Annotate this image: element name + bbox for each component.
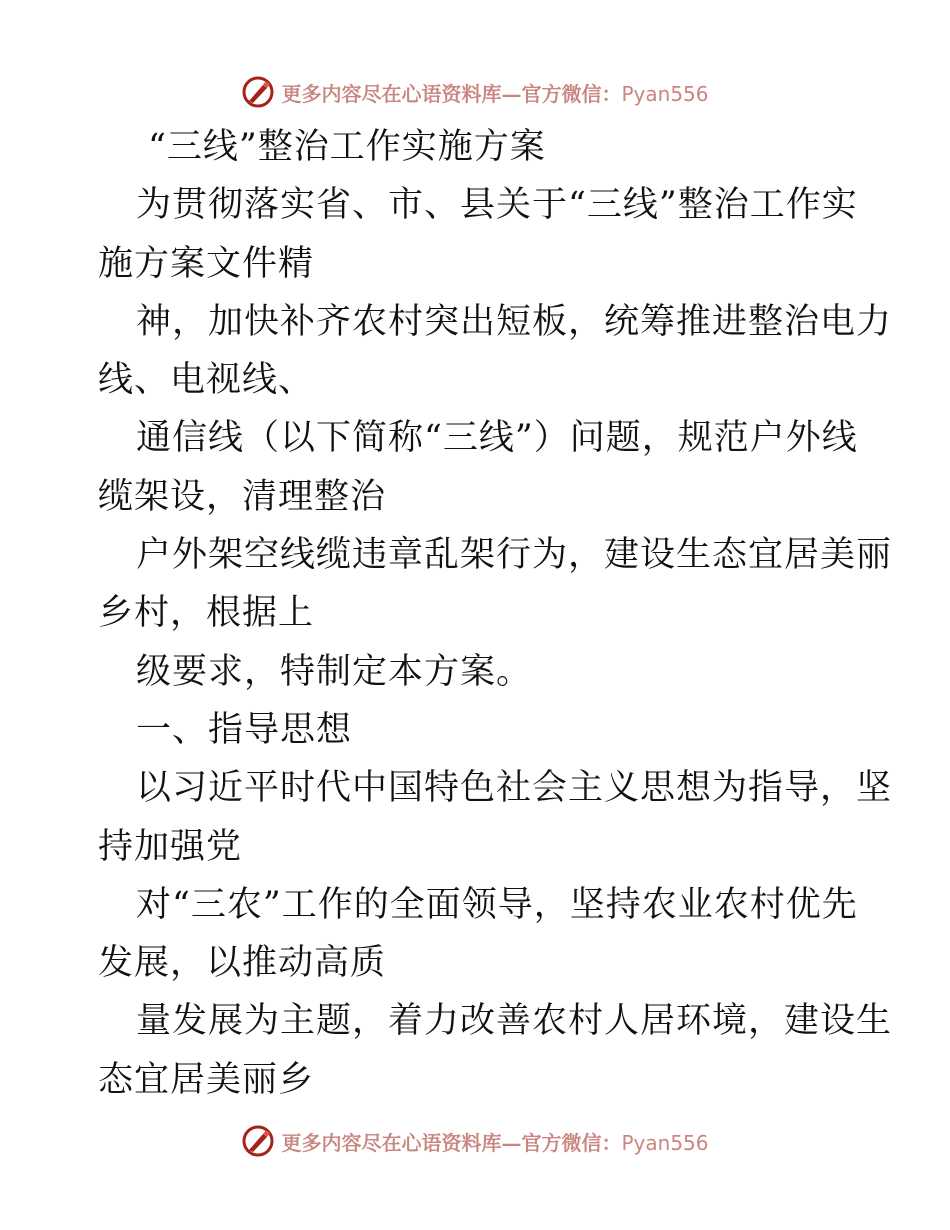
watermark-text: 更多内容尽在心语资料库—官方微信：Pyan556 xyxy=(281,81,709,106)
paragraph-line: 通信线（以下简称“三线”）问题，规范户外线 xyxy=(136,418,858,459)
paragraph-line: 施方案文件精 xyxy=(98,243,315,284)
header-watermark xyxy=(0,72,950,112)
document-title: “三线”整治工作实施方案 xyxy=(148,127,546,167)
paragraph-line: 线、电视线、 xyxy=(98,360,315,401)
pen-logo-icon xyxy=(241,75,275,109)
paragraph-line: 发展，以推动高质 xyxy=(98,943,387,984)
paragraph-line: 态宜居美丽乡 xyxy=(98,1059,315,1100)
pen-logo-icon xyxy=(241,1124,275,1158)
paragraph-line: 对“三农”工作的全面领导，坚持农业农村优先 xyxy=(136,884,858,925)
section-heading: 一、指导思想 xyxy=(136,709,353,750)
paragraph-line: 以习近平时代中国特色社会主义思想为指导，坚 xyxy=(136,768,893,809)
paragraph-line: 乡村，根据上 xyxy=(98,593,315,634)
footer-watermark xyxy=(0,1121,950,1161)
watermark-text: 更多内容尽在心语资料库—官方微信：Pyan556 xyxy=(281,1130,709,1155)
paragraph-line: 神，加快补齐农村突出短板，统筹推进整治电力 xyxy=(136,301,893,342)
paragraph-line: 量发展为主题，着力改善农村人居环境，建设生 xyxy=(136,1001,893,1042)
paragraph-line: 持加强党 xyxy=(98,826,243,867)
paragraph-line: 级要求，特制定本方案。 xyxy=(136,651,533,692)
document-body xyxy=(98,118,893,1109)
paragraph-line: 缆架设，清理整治 xyxy=(98,476,387,517)
paragraph-line: 户外架空线缆违章乱架行为，建设生态宜居美丽 xyxy=(136,535,893,576)
paragraph-line: 为贯彻落实省、市、县关于“三线”整治工作实 xyxy=(136,185,858,226)
